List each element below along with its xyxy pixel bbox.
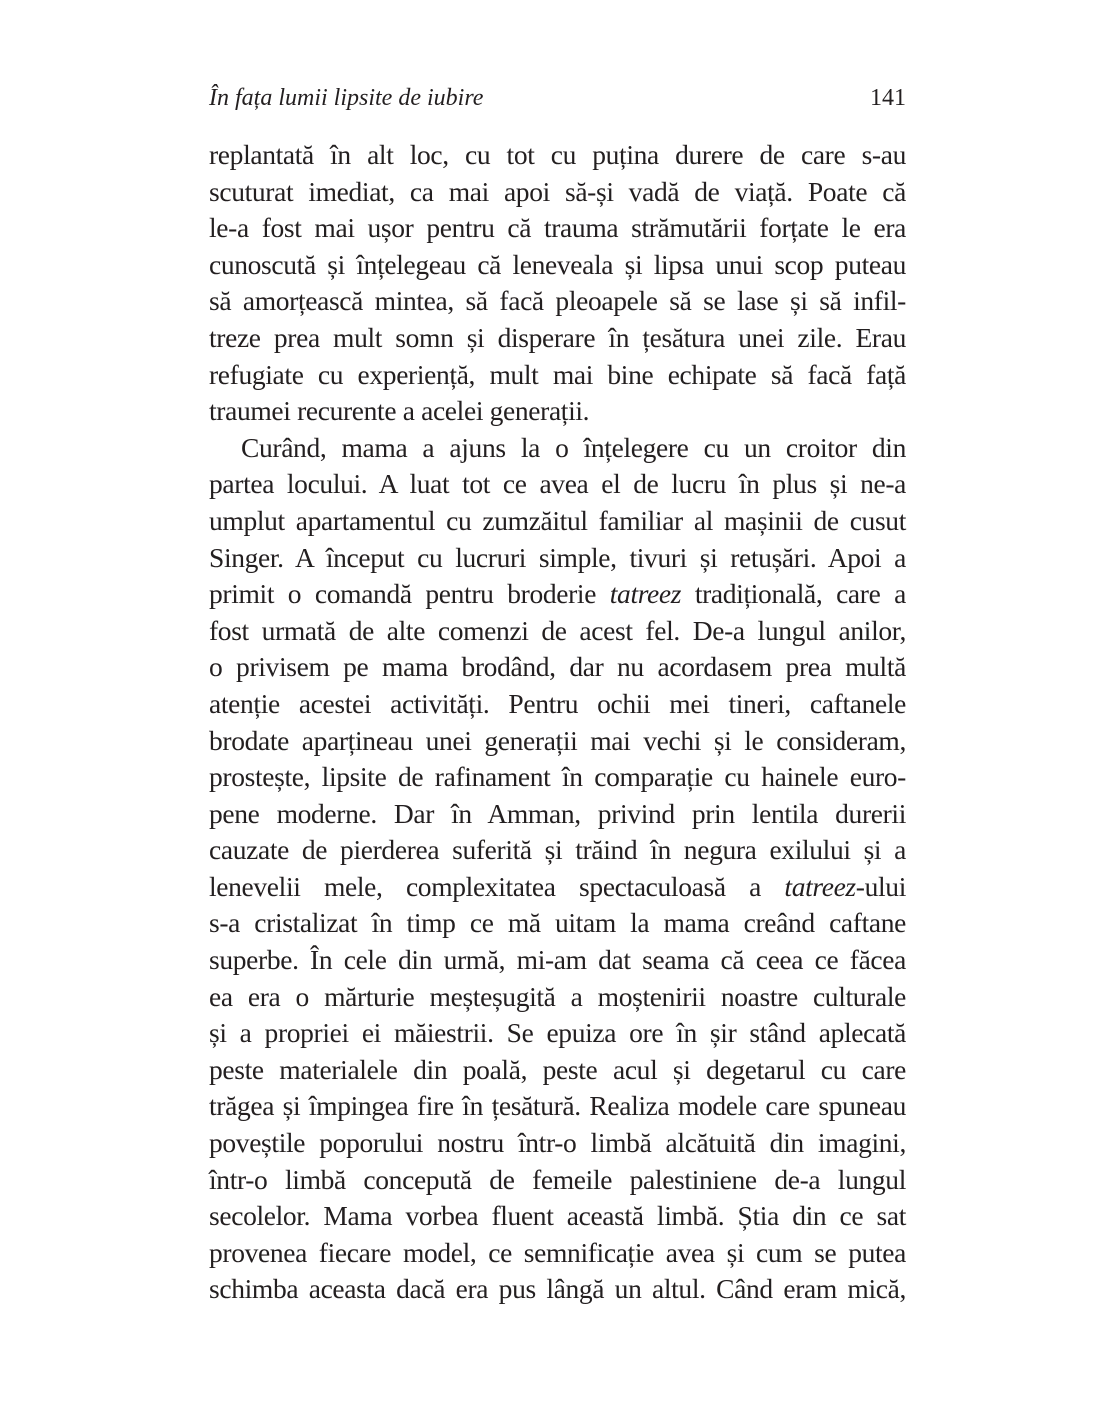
- text-line: schimba aceasta dacă era pus lângă un altul. Când eram mică,: [209, 1273, 906, 1305]
- text-line: cunoscută și înțelegeau că leneveala și lipsa unui scop puteau: [209, 248, 906, 280]
- text-line: replantată în alt loc, cu tot cu puțina durere de care s-au: [209, 139, 906, 170]
- text-segment: lenevelii mele, complexitatea spectaculoasă a: [209, 870, 785, 902]
- text-line-with-italic: [209, 869, 906, 906]
- italic-term: tatreez: [784, 870, 856, 902]
- text-line: într-o limbă concepută de femeile palestiniene de-a lungul: [209, 1163, 906, 1195]
- text-line: superbe. În cele din urmă, mi-am dat seama că ceea ce făcea: [209, 944, 906, 976]
- text-line: s-a cristalizat în timp ce mă uitam la mama creând caftane: [209, 907, 906, 939]
- text-segment: -ului: [855, 870, 906, 902]
- italic-term: tatreez: [609, 578, 682, 610]
- text-segment: tradițională, care a: [681, 578, 906, 610]
- text-line-with-italic: [209, 576, 906, 613]
- text-segment: primit o comandă pentru broderie: [209, 578, 610, 610]
- text-line: cauzate de pierderea suferită și trăind în negura exilului și a: [209, 834, 906, 866]
- text-line: partea locului. A luat tot ce avea el de lucru în plus și ne-a: [209, 468, 906, 500]
- text-line: să amorțească mintea, să facă pleoapele să se lase și să infil-: [209, 285, 906, 317]
- text-line: poveștile poporului nostru într-o limbă alcătuită din imagini,: [209, 1127, 906, 1159]
- body-text: [209, 137, 906, 1308]
- text-line: secolelor. Mama vorbea fluent această limbă. Știa din ce sat: [209, 1200, 906, 1232]
- text-line: refugiate cu experiență, mult mai bine echipate să facă față: [209, 358, 906, 390]
- text-line: și a propriei ei măiestrii. Se epuiza ore în șir stând aplecată: [209, 1017, 906, 1049]
- paragraph-first-line: Curând, mama a ajuns la o înțelegere cu un croitor din: [241, 431, 906, 463]
- text-line: atenție acestei activități. Pentru ochii mei tineri, caftanele: [209, 687, 906, 719]
- text-line: brodate aparțineau unei generații mai vechi și le consideram,: [209, 724, 906, 756]
- text-line: scuturat imediat, ca mai apoi să-și vadă de viață. Poate că: [209, 175, 906, 207]
- text-line: le-a fost mai ușor pentru că trauma strămutării forțate le era: [209, 212, 906, 244]
- text-line: Singer. A început cu lucruri simple, tivuri și retușări. Apoi a: [209, 541, 906, 573]
- text-line: peste materialele din poală, peste acul și degetarul cu care: [209, 1053, 906, 1085]
- text-line: treze prea mult somn și disperare în țesătura unei zile. Erau: [209, 321, 906, 353]
- text-line: provenea fiecare model, ce semnificație avea și cum se putea: [209, 1236, 906, 1268]
- text-line: fost urmată de alte comenzi de acest fel. De-a lungul anilor,: [209, 614, 906, 646]
- text-line: umplut apartamentul cu zumzăitul familiar al mașinii de cusut: [209, 504, 906, 536]
- text-line: ea era o mărturie meșteșugită a moștenirii noastre culturale: [209, 980, 906, 1012]
- running-title: În fața lumii lipsite de iubire: [209, 85, 484, 111]
- text-line: prostește, lipsite de rafinament în comparație cu hainele euro-: [209, 761, 906, 793]
- text-line: o privisem pe mama brodând, dar nu acordasem prea multă: [209, 651, 906, 683]
- text-line: traumei recurente a acelei generații.: [209, 395, 590, 427]
- page-number: 141: [870, 85, 906, 111]
- text-line: pene moderne. Dar în Amman, privind prin lentila durerii: [209, 797, 906, 829]
- running-head: [209, 80, 906, 116]
- text-line: trăgea și împingea fire în țesătură. Realiza modele care spuneau: [209, 1090, 906, 1122]
